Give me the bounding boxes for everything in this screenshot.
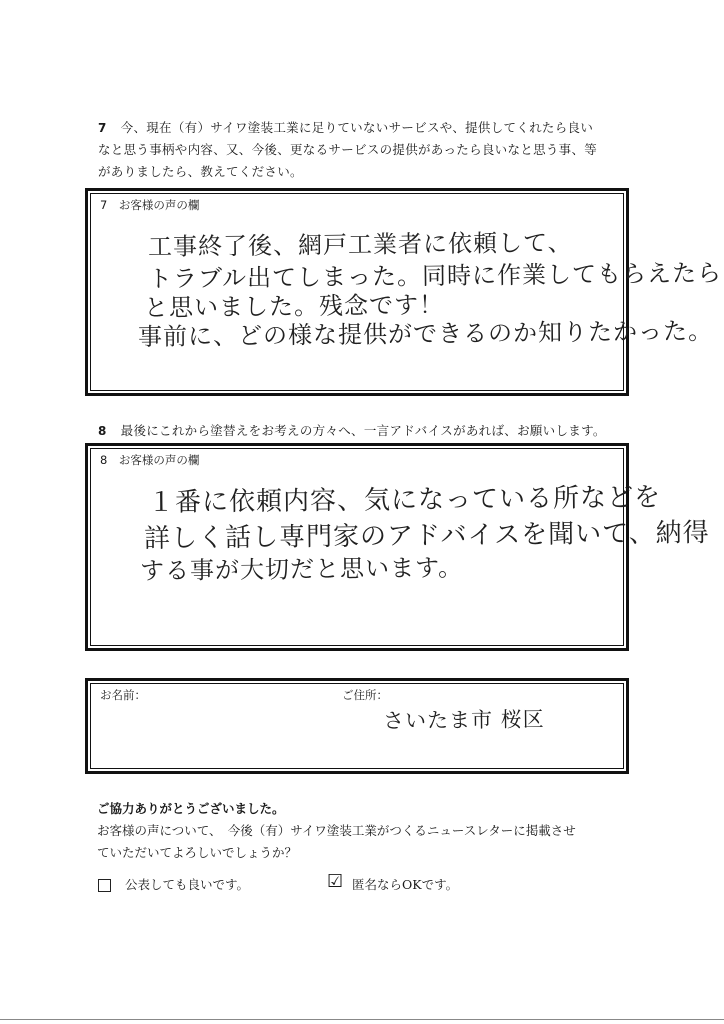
handwritten-line: する事が大切だと思います。	[139, 553, 464, 585]
closing-line1: お客様の声について、 今後（有）サイワ塗装工業がつくるニュースレターに掲載させ	[97, 823, 576, 838]
handwritten-line: 工事終了後、網戸工業者に依頼して、	[147, 228, 573, 261]
handwritten-line: １番に依頼内容、気になっている所などを	[147, 482, 662, 518]
handwritten-line: と思いました。残念です！	[143, 290, 445, 322]
question-text: 今、現在（有）サイワ塗装工業に足りていないサービスや、提供してくれたら良い	[120, 120, 594, 135]
box-label-text: お客様の声の欄	[118, 453, 200, 467]
handwritten-line: 事前に、どの様な提供ができるのか知りたかった。	[137, 316, 714, 351]
page-bottom-edge	[0, 1019, 724, 1020]
handwritten-line: 詳しく話し専門家のアドバイスを聞いて、納得	[143, 518, 710, 554]
question-8-line1	[98, 420, 606, 442]
question-8	[98, 420, 606, 442]
question-number: 8	[98, 424, 107, 438]
box-label-text: お客様の声の欄	[118, 198, 200, 212]
answer-box-8	[85, 443, 710, 651]
name-label: お名前：	[100, 688, 146, 702]
anonymous-ok-checkbox-checked[interactable]: ☑	[327, 871, 344, 892]
anonymous-ok-label: 匿名ならOKです。	[352, 877, 459, 892]
address-label: ご住所：	[342, 688, 388, 702]
box-label-7	[100, 197, 199, 213]
box-number: 7	[100, 198, 108, 212]
handwritten-line: トラブル出てしまった。同時に作業してもらえたら	[147, 258, 723, 293]
public-ok-checkbox[interactable]	[98, 879, 111, 892]
question-7-line1	[98, 117, 597, 139]
address-value: さいたま市 桜区	[382, 707, 545, 733]
box-label-8	[100, 452, 199, 468]
thanks-text: ご協力ありがとうございました。	[97, 801, 285, 816]
question-7	[98, 117, 597, 183]
question-number: 7	[98, 121, 107, 135]
public-ok-label: 公表しても良いです。	[125, 877, 250, 892]
contact-box	[85, 678, 629, 774]
closing-line2: ていただいてよろしいでしょうか？	[97, 845, 298, 860]
answer-box-7	[85, 188, 723, 396]
box-number: 8	[100, 453, 108, 467]
question-7-line3: がありましたら、教えてください。	[98, 164, 303, 179]
question-7-line2: なと思う事柄や内容、又、今後、更なるサービスの提供があったら良いなと思う事、等	[98, 142, 598, 157]
question-text: 最後にこれから塗替えをお考えの方々へ、一言アドバイスがあれば、お願いします。	[120, 423, 606, 438]
